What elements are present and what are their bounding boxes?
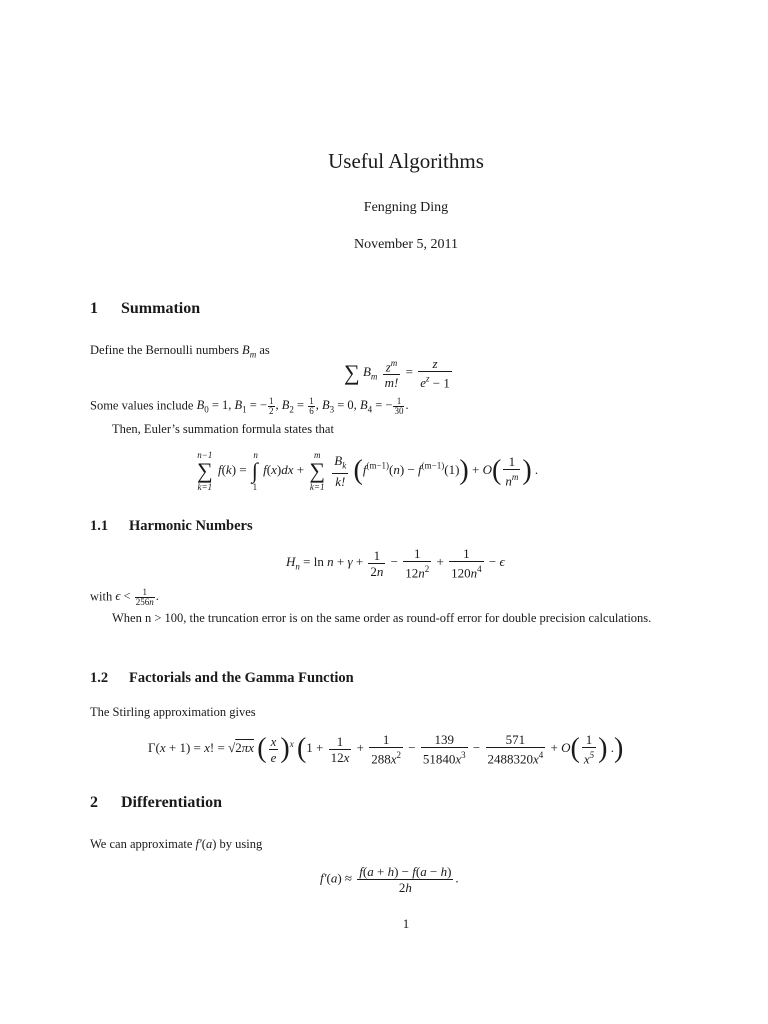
section-number: 1 [90, 300, 98, 317]
section-number: 2 [90, 794, 98, 811]
diff-intro: We can approximate [90, 837, 193, 851]
subsection-title: Factorials and the Gamma Function [129, 670, 354, 686]
section-heading [90, 300, 200, 318]
paragraph: We can approximate f′(a) by using [90, 837, 263, 851]
document-title: Useful Algorithms [328, 149, 484, 173]
paragraph [90, 397, 409, 419]
subsection-title: Harmonic Numbers [129, 518, 253, 534]
section-title: Summation [121, 300, 201, 317]
subsection-number: 1.2 [90, 670, 109, 686]
math-inline: f′ [195, 837, 202, 851]
equation-euler: n−1 ∑ k=1 f(k) = n ∫ 1 f(x)dx + m ∑ k=1 $\frac{B_k}{k!}$ $(f^{(m-1)}(n) - f^{(m-1)}(1)) + O$( $\frac{1}{n^m}$ ) . [197, 450, 539, 492]
subsection-heading [90, 518, 253, 535]
section-title: Differentiation [121, 794, 223, 811]
page-number: 1 [402, 916, 410, 931]
bernoulli-as: as [259, 343, 270, 357]
paragraph: Then, Euler’s summation formula states that [112, 422, 334, 436]
equation-bernoulli: ∑ $B_m$ $\frac{z^m}{m!}$ = $\frac{z}{e^z - 1}$ [344, 356, 450, 391]
bernoulli-intro: Define the Bernoulli numbers [90, 343, 239, 357]
author: Fengning Ding [363, 200, 449, 215]
values-intro: Some values include [90, 398, 194, 413]
paragraph [90, 588, 159, 607]
equation-derivative: f′(a) ≈ $\frac{f(a + h) - f(a - h)}{2h}$ . [320, 864, 459, 895]
subsection-heading [90, 670, 354, 687]
equation-harmonic: $H_n = \ln n + \gamma$ + $\frac{1}{2n}$ − $\frac{1}{12n^2}$ + $\frac{1}{120n^4}$ − ϵ [286, 546, 505, 581]
subsection-number: 1.1 [90, 518, 109, 534]
diff-by: by using [219, 837, 263, 851]
equation-stirling: Γ(x + 1) = x! = √2πx ( $\frac{x}{e}$ )$^x$ (1 + $\frac{1}{12x}$ + $\frac{1}{288x^2}$ − $\frac{139}{51840x^3}$ − $\frac{571}{2488320x^4}$ + O( $\frac{1}{x^5}$ ) .) [148, 732, 624, 767]
section-heading [90, 794, 222, 812]
math-inline: $B_0 = 1$, $B_1$ = − $\frac{1}{2}$ , $B_2$ = $\frac{1}{6}$ , $B_3 = 0$, $B_4$ = − $\frac{1}{30}$ . [196, 396, 409, 416]
paragraph [90, 342, 270, 364]
paragraph: The Stirling approximation gives [90, 705, 256, 719]
paragraph: When n > 100, the truncation error is on the same order as round-off error for double precision calculations. [112, 611, 652, 625]
math-inline: ϵ < $\frac{1}{256n}$ . [115, 587, 159, 607]
math-inline: $B_m$ [242, 343, 257, 360]
date: November 5, 2011 [353, 237, 459, 252]
with-text: with [90, 589, 113, 604]
